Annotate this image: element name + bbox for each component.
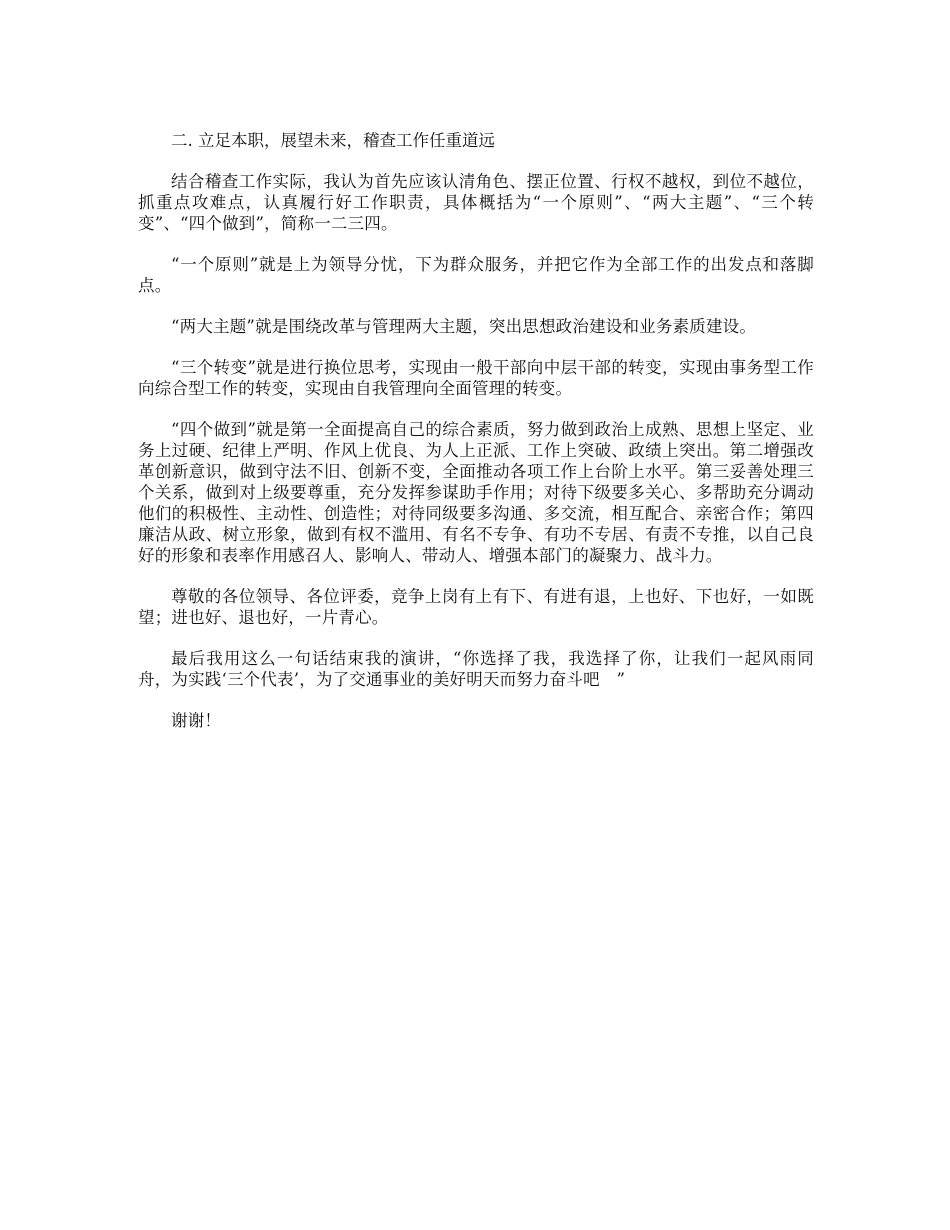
paragraph-two-themes: “两大主题”就是围绕改革与管理两大主题，突出思想政治建设和业务素质建设。 — [171, 317, 757, 336]
paragraph-three-changes: “三个转变”就是进行换位思考，实现由一般干部向中层干部的转变，实现由事务型工作向综合型工作的转变，实现由自我管理向全面管理的转变。 — [138, 358, 814, 398]
paragraph-role-summary: 结合稽查工作实际，我认为首先应该认清角色、摆正位置、行权不越权，到位不越位，抓重点攻难点，认真履行好工作职责，具体概括为“一个原则”、“两大主题”、“三个转变”、“四个做到”，简称一二三四。 — [138, 172, 814, 233]
paragraph-closing-quote: 最后我用这么一句话结束我的演讲，“你选择了我，我选择了你，让我们一起风雨同舟，为实践‘三个代表’，为了交通事业的美好明天而努力奋斗吧 ” — [138, 649, 814, 689]
paragraph-address-judges: 尊敬的各位领导、各位评委，竞争上岗有上有下、有进有退，上也好、下也好，一如既望；进也好、退也好，一片青心。 — [138, 587, 814, 627]
paragraph-one-principle: “一个原则”就是上为领导分忧，下为群众服务，并把它作为全部工作的出发点和落脚点。 — [138, 255, 814, 295]
paragraph-thanks: 谢谢！ — [171, 711, 222, 730]
section-heading: 二. 立足本职，展望未来，稽查工作任重道远 — [171, 131, 495, 150]
document-body — [138, 130, 814, 751]
paragraph-four-achievements: “四个做到”就是第一全面提高自己的综合素质，努力做到政治上成熟、思想上坚定、业务上过硬、纪律上严明、作风上优良、为人上正派、工作上突破、政绩上突出。第二增强改革创新意识，做到守法不旧、创新不变，全面推动各项工作上台阶上水平。第三妥善处理三个关系，做到对上级要尊重，充分发挥参谋助手作用；对待下级要多关心、多帮助充分调动他们的积极性、主动性、创造性；对待同级要多沟通、多交流，相互配合、亲密合作；第四廉洁从政、树立形象，做到有权不滥用、有名不专争、有功不专居、有责不专推，以自己良好的形象和表率作用感召人、影响人、带动人、增强本部门的凝聚力、战斗力。 — [138, 420, 814, 565]
